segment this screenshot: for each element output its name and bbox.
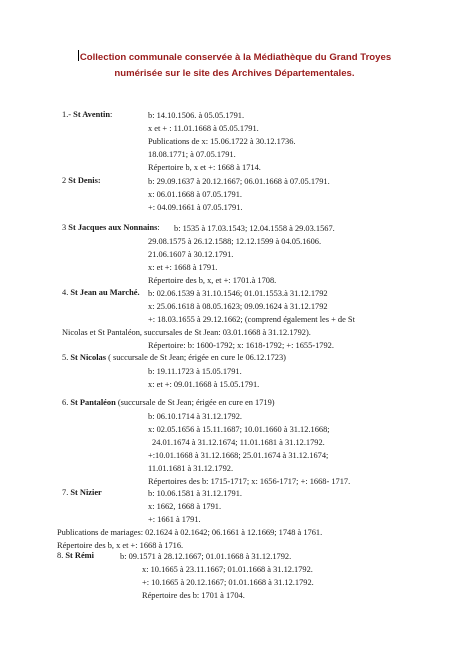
entry-line: b: 10.06.1581 à 31.12.1791. <box>148 489 242 498</box>
entry-line: +: 1661 à 1791. <box>148 515 201 524</box>
header-line-1: Collection communale conservée à la Médiathèque du Grand Troyes <box>79 52 392 63</box>
entry-title: 6. St Pantaléon (succursale de St Jean; érigée en cure en 1719) <box>62 398 275 407</box>
entry-line: x: 06.01.1668 à 07.05.1791. <box>148 190 242 199</box>
entry-line: b: 19.11.1723 à 15.05.1791. <box>148 367 242 376</box>
parish-name: St Jacques aux Nonnains <box>68 223 158 232</box>
entry-line: b: 06.10.1714 à 31.12.1792. <box>148 412 242 421</box>
parish-name: St Jean au Marché. <box>70 288 140 297</box>
parish-name: St Denis: <box>68 176 101 185</box>
header-line-2: numérisée sur le site des Archives Départementales. <box>114 68 355 79</box>
entry-title: 3 St Jacques aux Nonnains: <box>62 223 160 232</box>
entry-line: 24.01.1674 à 31.12.1674; 11.01.1681 à 31.12.1792. <box>152 438 325 447</box>
entry-line: +: 10.1665 à 20.12.1667; 01.01.1668 à 31.12.1792. <box>142 578 314 587</box>
entry-line: Répertoire des b, x et +: 1668 à 1716. <box>57 541 184 550</box>
title-note: ( succursale de St Jean; érigée en cure le 06.12.1723) <box>108 353 286 362</box>
entry-line: b: 02.06.1539 à 31.10.1546; 01.01.1553.à 31.12.1792 <box>148 289 328 298</box>
entry-line: Nicolas et St Pantaléon, succursales de St Jean: 03.01.1668 à 31.12.1792). <box>62 328 311 337</box>
entry-line: 21.06.1607 à 30.12.1791. <box>148 250 234 259</box>
parish-name: St Rémi <box>65 551 94 560</box>
entry-line: Répertoire b, x et +: 1668 à 1714. <box>148 163 261 172</box>
entry-line: Répertoire des b, x, et +: 1701.à 1708. <box>148 276 277 285</box>
entry-line: 18.08.1771; à 07.05.1791. <box>148 150 236 159</box>
entry-title: 1.- St Aventin: <box>62 110 113 119</box>
parish-name: St Nizier <box>70 488 102 497</box>
entry-line: x: 1662, 1668 à 1791. <box>148 502 222 511</box>
entry-line: x: et +: 09.01.1668 à 15.05.1791. <box>148 380 260 389</box>
entry-line: +:10.01.1668 à 31.12.1668; 25.01.1674 à 31.12.1674; <box>148 451 329 460</box>
entry-line: x: 02.05.1656 à 15.11.1687; 10.01.1660 à 31.12.1668; <box>148 425 330 434</box>
entry-line: b: 14.10.1506. à 05.05.1791. <box>148 111 245 120</box>
page-header <box>0 50 469 82</box>
entry-line: x: 10.1665 à 23.11.1667; 01.01.1668 à 31.12.1792. <box>142 565 313 574</box>
entry-line: +: 18.03.1655 à 29.12.1662; (comprend également les + de St <box>148 315 355 324</box>
entry-title: 5. St Nicolas ( succursale de St Jean; érigée en cure le 06.12.1723) <box>62 353 286 362</box>
entry-title: 4. St Jean au Marché. <box>62 288 140 297</box>
title-note: (succursale de St Jean; érigée en cure en 1719) <box>117 398 275 407</box>
parish-name: St Pantaléon <box>70 398 116 407</box>
entry-line: x: et +: 1668 à 1791. <box>148 263 218 272</box>
entry-line: Répertoire: b: 1600-1792; x: 1618-1792; +: 1655-1792. <box>148 341 334 350</box>
parish-name: St Nicolas <box>70 353 106 362</box>
entry-line: x: 25.06.1618 à 08.05.1623; 09.09.1624 à 31.12.1792 <box>148 302 328 311</box>
text-cursor <box>78 50 79 61</box>
entry-line: Répertoires des b: 1715-1717; x: 1656-1717; +: 1668- 1717. <box>148 477 351 486</box>
entry-title: 8. St Rémi <box>57 551 94 560</box>
entry-line: b: 09.1571 à 28.12.1667; 01.01.1668 à 31.12.1792. <box>120 552 292 561</box>
entry-line: x et + : 11.01.1668 à 05.05.1791. <box>148 124 259 133</box>
parish-name: St Aventin <box>73 110 111 119</box>
entry-line: Répertoire des b: 1701 à 1704. <box>142 591 245 600</box>
entry-line: b: 1535 à 17.03.1543; 12.04.1558 à 29.03.1567. <box>174 224 335 233</box>
entry-line: 29.08.1575 à 26.12.1588; 12.12.1599 à 04.05.1606. <box>148 237 322 246</box>
entry-line: b: 29.09.1637 à 20.12.1667; 06.01.1668 à 07.05.1791. <box>148 177 330 186</box>
entry-title: 7. St Nizier <box>62 488 102 497</box>
entry-line: 11.01.1681 à 31.12.1792. <box>148 464 234 473</box>
entry-line: +: 04.09.1661 à 07.05.1791. <box>148 203 243 212</box>
entry-title: 2 St Denis: <box>62 176 101 185</box>
entry-line: Publications de x: 15.06.1722 à 30.12.1736. <box>148 137 296 146</box>
entry-line: Publications de mariages: 02.1624 à 02.1642; 06.1661 à 12.1669; 1748 à 1761. <box>57 528 323 537</box>
